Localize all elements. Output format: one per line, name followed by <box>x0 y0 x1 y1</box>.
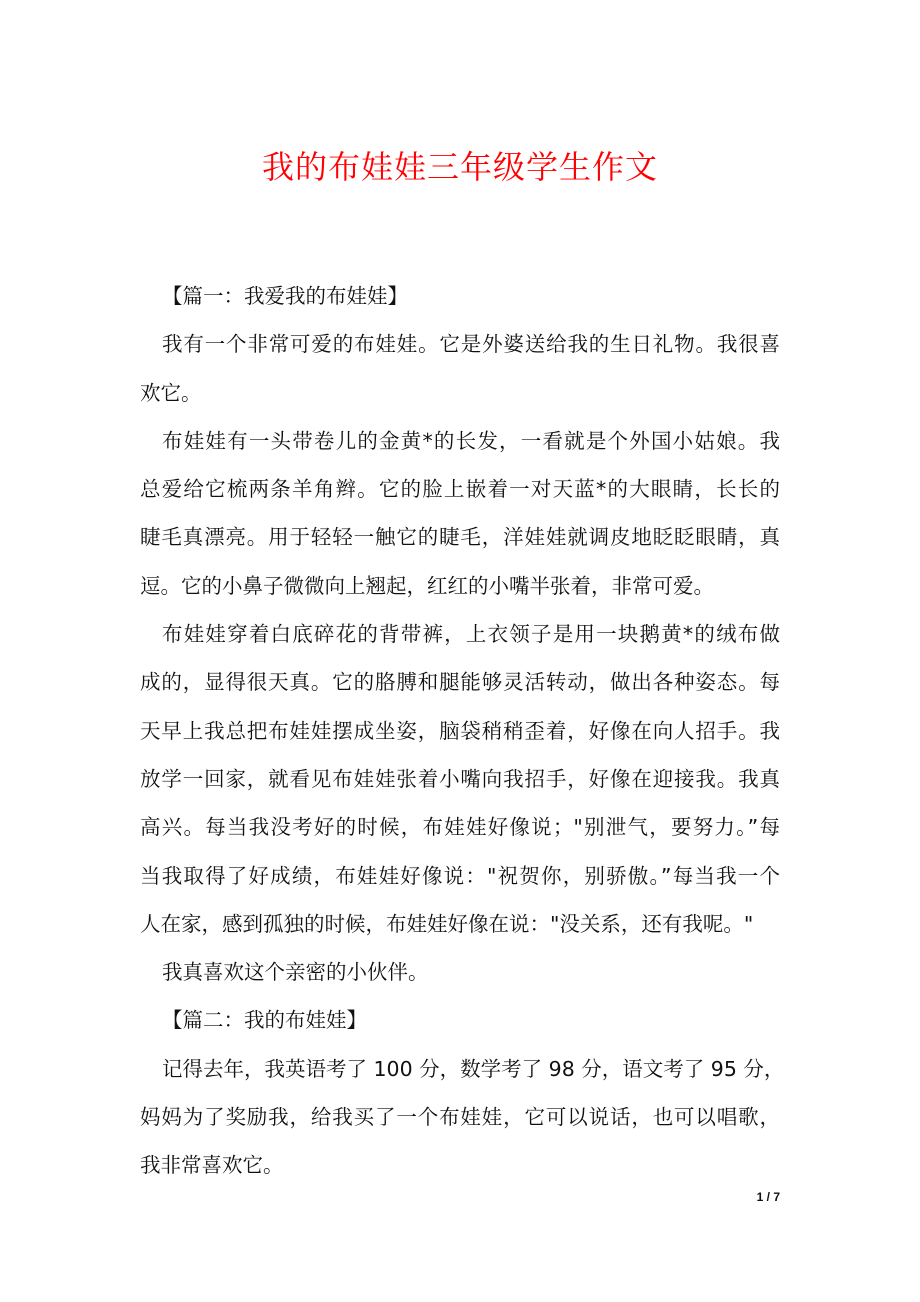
text-line: 记得去年，我英语考了 100 分，数学考了 98 分，语文考了 95 分， <box>162 1056 785 1081</box>
paragraph <box>140 272 780 320</box>
paragraph <box>140 948 780 996</box>
paragraph <box>140 1045 785 1190</box>
text-line: 睫毛真漂亮。用于轻轻一触它的睫毛，洋娃娃就调皮地眨眨眼睛，真 <box>140 525 780 550</box>
paragraph <box>140 610 780 948</box>
document-title: 我的布娃娃三年级学生作文 <box>261 148 658 186</box>
text-line: 妈妈为了奖励我，给我买了一个布娃娃，它可以说话，也可以唱歌， <box>140 1105 780 1130</box>
text-line: 我有一个非常可爱的布娃娃。它是外婆送给我的生日礼物。我很喜 <box>162 332 780 357</box>
text-line: 我非常喜欢它。 <box>140 1153 284 1178</box>
text-line: 逗。它的小鼻子微微向上翘起，红红的小嘴半张着，非常可爱。 <box>140 573 714 598</box>
page-number: 1 / 7 <box>756 1190 780 1204</box>
text-line: 总爱给它梳两条羊角辫。它的脸上嵌着一对天蓝*的大眼睛，长长的 <box>140 477 780 502</box>
text-line: 天早上我总把布娃娃摆成坐姿，脑袋稍稍歪着，好像在向人招手。我 <box>140 718 780 743</box>
text-line: 【篇一：我爱我的布娃娃】 <box>162 284 408 308</box>
text-line: 人在家，感到孤独的时候，布娃娃好像在说："没关系，还有我呢。" <box>140 911 754 936</box>
text-line: 【篇二：我的布娃娃】 <box>162 1008 367 1033</box>
text-line: 布娃娃有一头带卷儿的金黄*的长发，一看就是个外国小姑娘。我 <box>162 428 780 453</box>
paragraph <box>140 417 780 610</box>
text-line: 布娃娃穿着白底碎花的背带裤，上衣领子是用一块鹅黄*的绒布做 <box>162 622 780 647</box>
text-line: 放学一回家，就看见布娃娃张着小嘴向我招手，好像在迎接我。我真 <box>140 766 780 791</box>
document-body <box>140 272 785 1190</box>
paragraph <box>140 996 780 1044</box>
text-line: 高兴。每当我没考好的时候，布娃娃好像说；"别泄气，要努力。”每 <box>140 815 780 840</box>
text-line: 欢它。 <box>140 380 202 405</box>
text-line: 我真喜欢这个亲密的小伙伴。 <box>162 960 429 985</box>
text-line: 当我取得了好成绩，布娃娃好像说："祝贺你，别骄傲。”每当我一个 <box>140 863 780 888</box>
text-line: 成的，显得很天真。它的胳膊和腿能够灵活转动，做出各种姿态。每 <box>140 670 780 695</box>
paragraph <box>140 320 780 417</box>
